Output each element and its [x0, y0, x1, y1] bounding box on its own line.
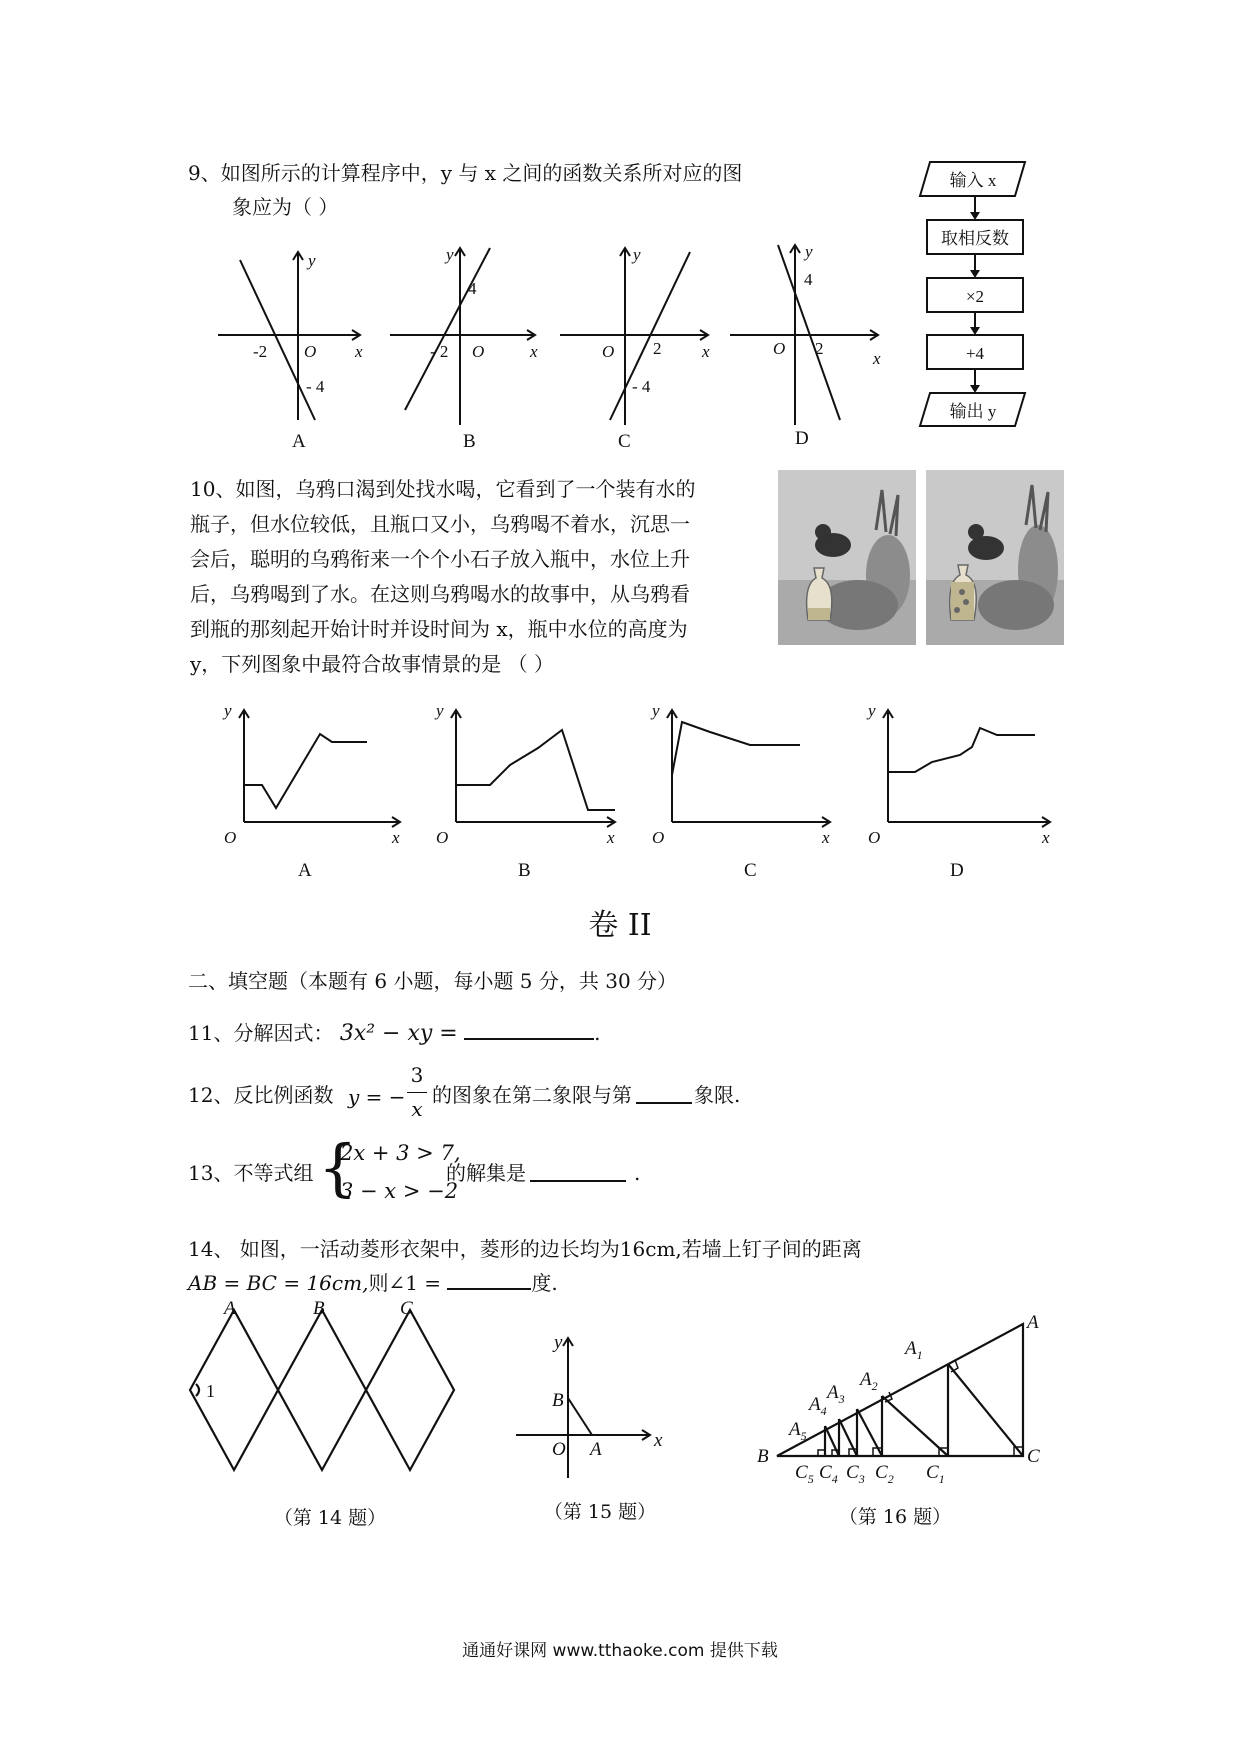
q9-b-mark2: 4 — [468, 279, 477, 298]
q9-a-mark2: - 4 — [306, 377, 325, 396]
q9-line1: 9、如图所示的计算程序中，y 与 x 之间的函数关系所对应的图 — [188, 161, 743, 185]
q9-a-label: A — [292, 431, 306, 452]
q12-prefix: 12、反比例函数 — [188, 1083, 334, 1107]
q10-c-y: y — [652, 701, 660, 720]
q9-b-label: B — [463, 431, 476, 452]
q9-d-mark1: 2 — [815, 339, 824, 358]
q9-flowchart — [915, 158, 1035, 428]
flow-negate: 取相反数 — [941, 229, 1009, 248]
fig16-label-c3: $C_3$ — [846, 1462, 865, 1486]
q13-blank — [530, 1158, 626, 1182]
fig16-label-a5: $A_5$ — [789, 1419, 807, 1443]
q9-line2: 象应为（ ） — [232, 195, 339, 219]
fig14-caption: （第 14 题） — [273, 1507, 387, 1529]
fig16-label-a4: $A_4$ — [809, 1394, 827, 1418]
q11 — [188, 1016, 600, 1051]
q14-mid: 则∠1 = — [368, 1271, 442, 1295]
q10-b-y: y — [436, 701, 444, 720]
q14-blank — [447, 1266, 531, 1290]
q9-a-mark1: -2 — [253, 342, 268, 361]
q10-a-x: x — [392, 828, 400, 847]
fig16-label-c2: $C_2$ — [875, 1462, 894, 1486]
fig14-angle-label: 1 — [206, 1381, 215, 1401]
fig16-label-a1: $A_1$ — [905, 1338, 923, 1362]
fig15-o: O — [552, 1439, 566, 1460]
q10-a-o: O — [224, 828, 237, 847]
fig16-label-b: B — [757, 1446, 769, 1467]
q10-graphs — [220, 700, 1080, 880]
q9-b-x: x — [530, 342, 538, 361]
q9-b-y: y — [446, 245, 454, 264]
q12-suffix: 象限. — [694, 1083, 741, 1107]
q10-d-x: x — [1042, 828, 1050, 847]
q12-den: x — [411, 1097, 423, 1121]
q13 — [188, 1131, 788, 1214]
q10-line: 10、如图，乌鸦口渴到处找水喝，它看到了一个装有水的 — [190, 477, 696, 501]
crow-image-after — [926, 470, 1064, 645]
fig15-y: y — [554, 1332, 563, 1353]
q11-prefix: 11、分解因式： — [188, 1021, 334, 1045]
q12-num: 3 — [410, 1063, 424, 1087]
q14-line1: 14、 如图，一活动菱形衣架中，菱形的边长均为16cm,若墙上钉子间的距离 — [188, 1237, 862, 1261]
fig16-label-a2: $A_2$ — [860, 1369, 878, 1393]
q10-line: 会后，聪明的乌鸦衔来一个个小石子放入瓶中，水位上升 — [190, 547, 690, 571]
fig16-label-a: A — [1027, 1312, 1039, 1333]
q14-line2 — [188, 1266, 558, 1300]
q10-d-label: D — [950, 860, 964, 881]
q13-ineq2: 3 − x > −2 — [340, 1179, 459, 1203]
flow-output: 输出 y — [949, 402, 997, 421]
q10-line: y，下列图象中最符合故事情景的是 （ ） — [190, 652, 555, 676]
fig15-a: A — [590, 1439, 602, 1460]
q9-a-x: x — [355, 342, 363, 361]
q10-line: 到瓶的那刻起开始计时并设时间为 x，瓶中水位的高度为 — [190, 617, 688, 641]
flow-plus4: +4 — [965, 344, 985, 363]
fig14-label-a: A — [224, 1298, 236, 1319]
q13-mid: 的解集是 — [446, 1161, 526, 1185]
q10-d-y: y — [868, 701, 876, 720]
q9-b-mark1: - 2 — [430, 342, 449, 361]
q9-graphs — [210, 240, 910, 450]
flow-input: 输入 x — [949, 171, 997, 190]
fig16-label-c1: $C_1$ — [926, 1462, 945, 1486]
q10-c-o: O — [652, 828, 665, 847]
q13-prefix: 13、不等式组 — [188, 1161, 314, 1185]
q11-expr: 3x² − xy = — [339, 1021, 458, 1046]
q11-suffix: . — [594, 1021, 601, 1045]
q10-a-y: y — [224, 701, 232, 720]
q9-d-x: x — [873, 349, 881, 368]
q9-a-o: O — [304, 342, 317, 361]
q9-c-x: x — [702, 342, 710, 361]
q14-expr: AB = BC = 16cm, — [188, 1271, 369, 1295]
q13-ineq1: 2x + 3 > 7, — [340, 1141, 461, 1165]
q13-suffix: . — [634, 1161, 641, 1185]
fig14-label-c: C — [400, 1298, 413, 1319]
q9-c-y: y — [633, 245, 641, 264]
q10-b-x: x — [607, 828, 615, 847]
fig15-b: B — [552, 1390, 564, 1411]
flow-times2: ×2 — [965, 287, 985, 306]
q9-c-mark1: 2 — [653, 339, 662, 358]
fig15-caption: （第 15 题） — [543, 1501, 657, 1523]
fig16-triangles — [755, 1310, 1055, 1485]
q12-blank — [636, 1080, 692, 1104]
fig15-axes — [510, 1330, 670, 1480]
q9-b-o: O — [472, 342, 485, 361]
crow-image-before — [778, 470, 916, 645]
section2-heading: 二、填空题（本题有 6 小题，每小题 5 分，共 30 分） — [188, 969, 678, 993]
q9-d-o: O — [773, 339, 786, 358]
q9-c-mark2: - 4 — [632, 377, 651, 396]
section-title: 卷 II — [588, 908, 652, 943]
fig15-x: x — [654, 1430, 663, 1451]
q10-a-label: A — [298, 860, 312, 881]
q11-blank — [464, 1016, 594, 1040]
q9-d-y: y — [805, 242, 813, 261]
fig14-label-b: B — [313, 1298, 325, 1319]
q10-c-label: C — [744, 860, 757, 881]
q9-c-label: C — [618, 431, 631, 452]
q13-brace: { — [318, 1131, 358, 1204]
fig16-label-c5: $C_5$ — [795, 1462, 814, 1486]
q9-d-mark2: 4 — [804, 270, 813, 289]
q10-d-o: O — [868, 828, 881, 847]
q10-b-o: O — [436, 828, 449, 847]
q10-text — [190, 472, 695, 682]
fig16-label-a3: $A_3$ — [827, 1382, 845, 1406]
q9-d-label: D — [795, 428, 809, 449]
q10-c-x: x — [822, 828, 830, 847]
fig16-label-c4: $C_4$ — [819, 1462, 838, 1486]
q9-a-y: y — [308, 251, 316, 270]
q14-suffix: 度. — [531, 1271, 558, 1295]
fig16-caption: （第 16 题） — [838, 1506, 952, 1528]
q10-b-label: B — [518, 860, 531, 881]
footer: 通通好课网 www.tthaoke.com 提供下载 — [462, 1641, 778, 1661]
fig14-rhombus-hanger — [180, 1300, 460, 1490]
q12-y: y = − — [348, 1085, 406, 1109]
q9-c-o: O — [602, 342, 615, 361]
q10-line: 后，乌鸦喝到了水。在这则乌鸦喝水的故事中，从乌鸦看 — [190, 582, 690, 606]
q10-line: 瓶子，但水位较低，且瓶口又小，乌鸦喝不着水，沉思一 — [190, 512, 690, 536]
fig16-label-c: C — [1027, 1446, 1040, 1467]
q12-mid: 的图象在第二象限与第 — [432, 1083, 632, 1107]
